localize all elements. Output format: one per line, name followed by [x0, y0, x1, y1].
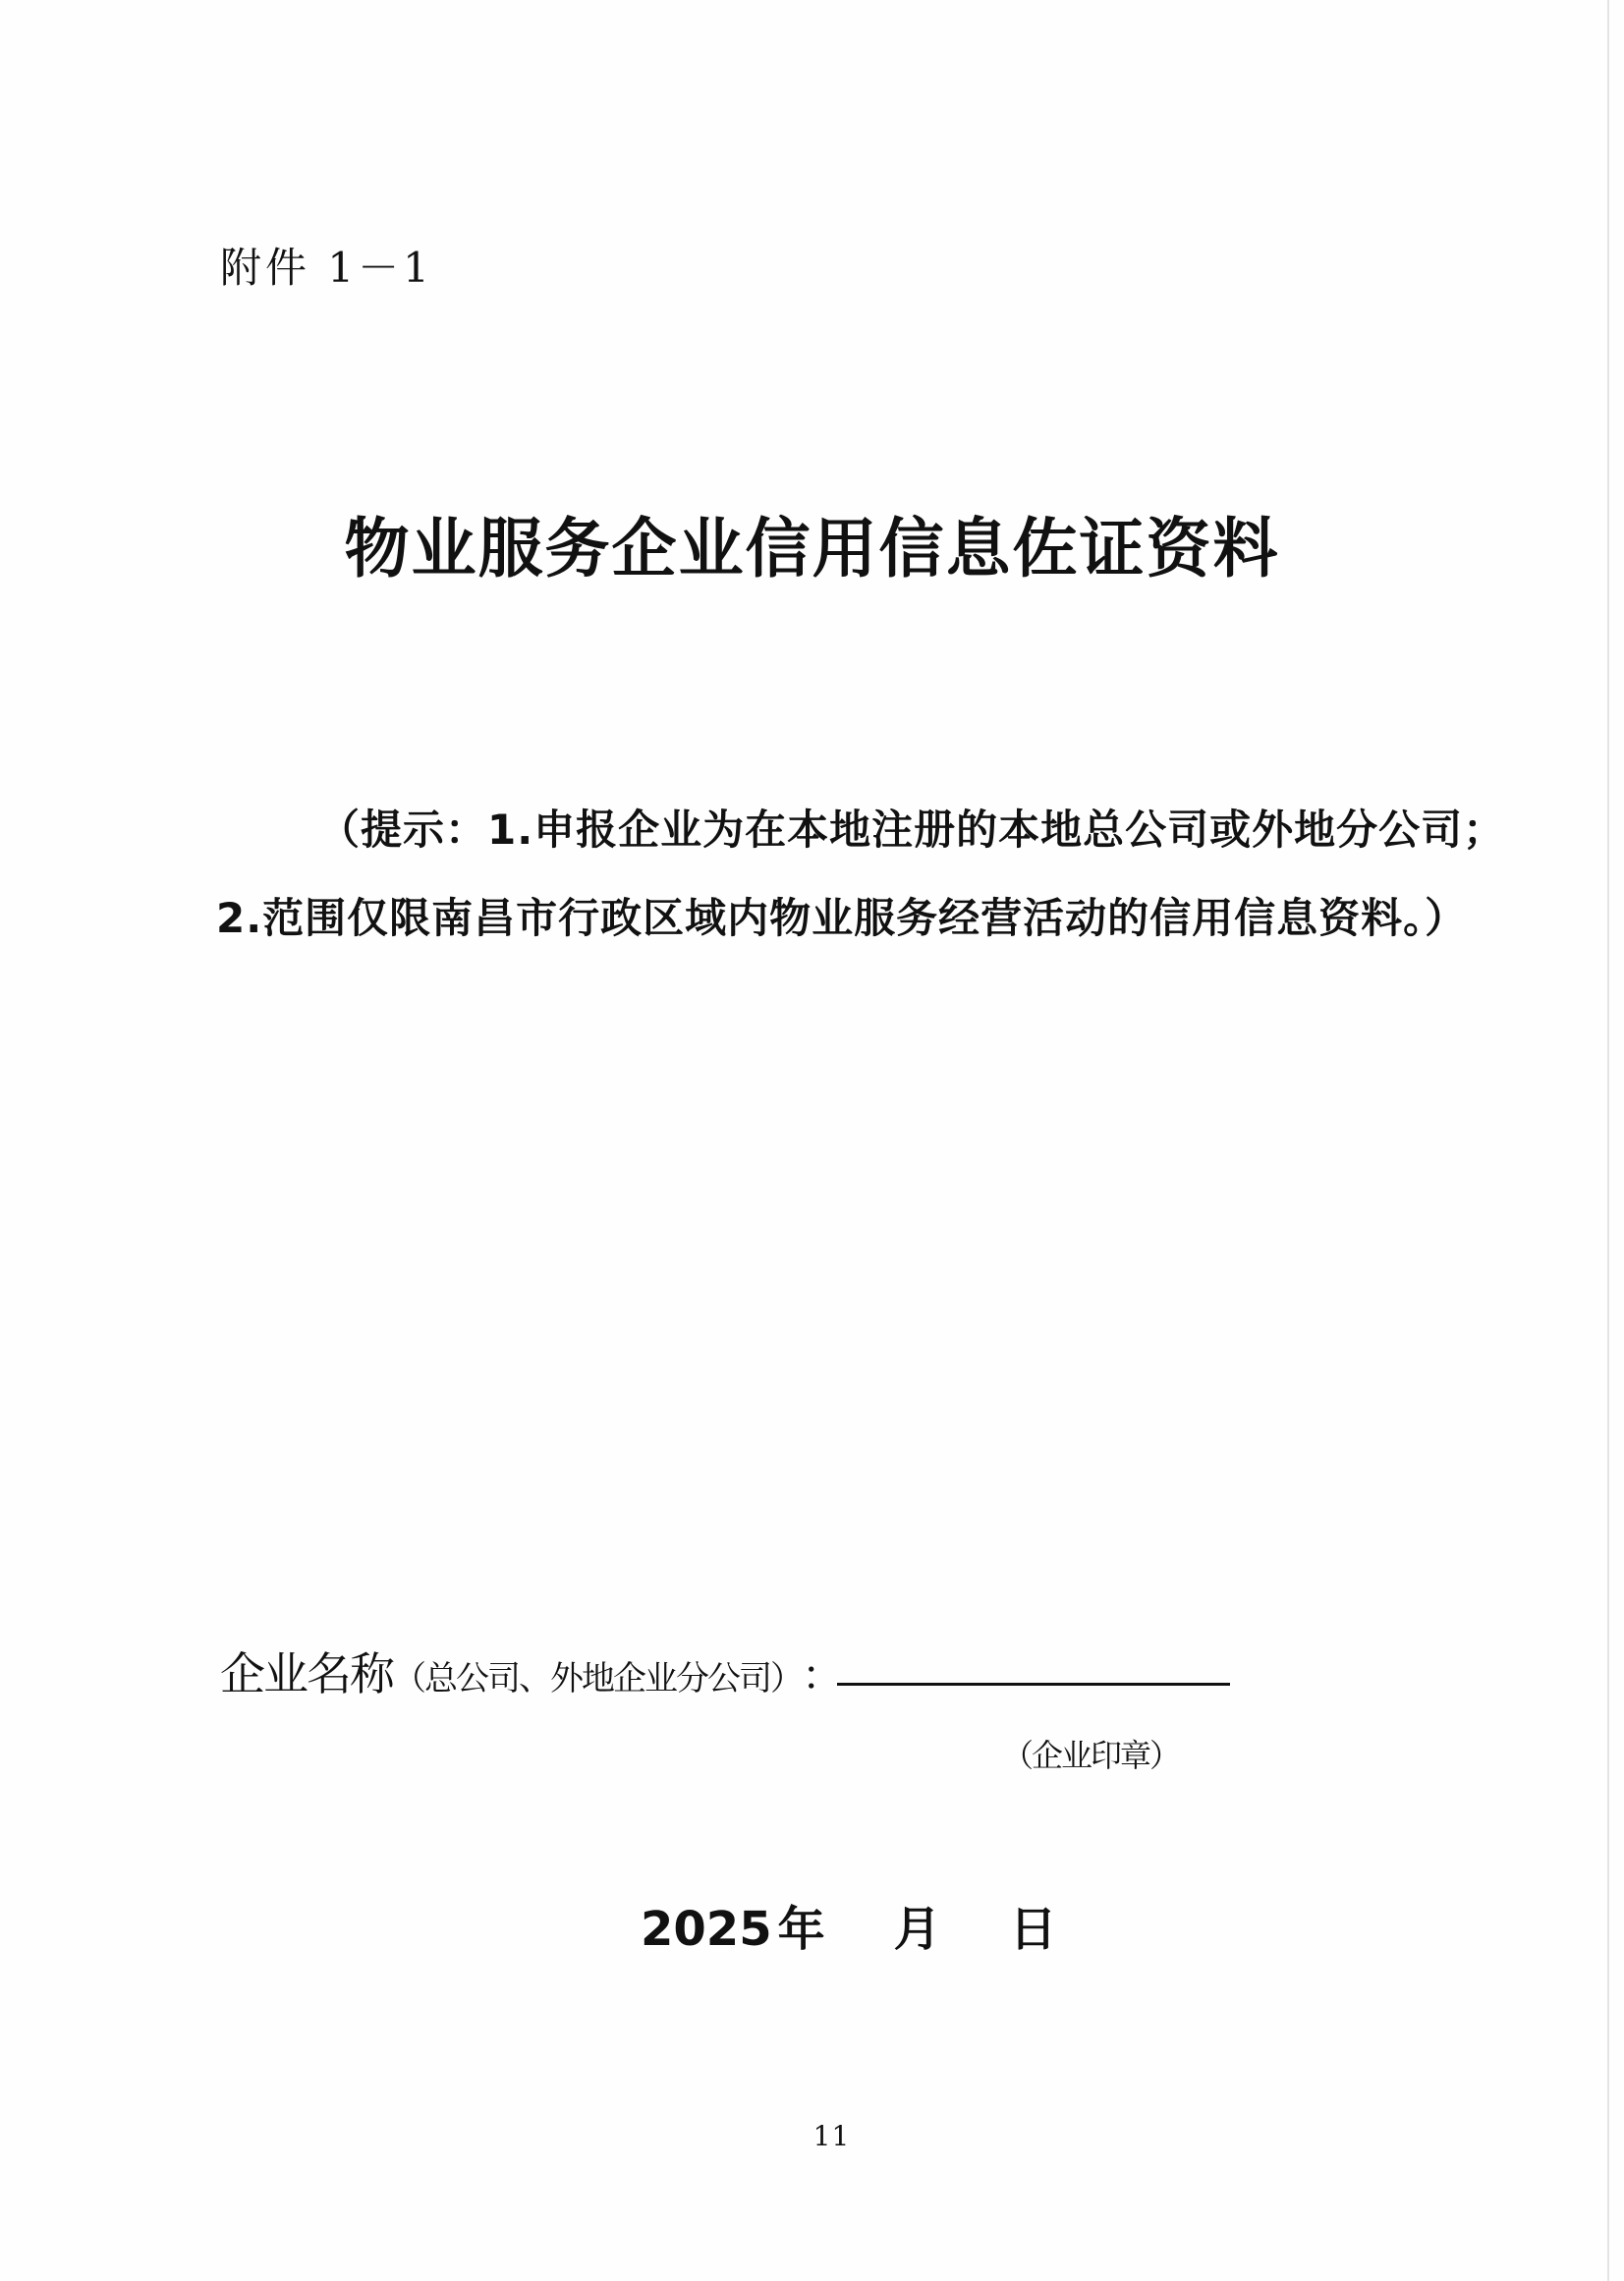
- page-number: 11: [812, 2120, 851, 2152]
- hint-line-1: （提示：1.申报企业为在本地注册的本地总公司或外地分公司；: [318, 806, 1506, 854]
- attachment-label: 附件 1－1: [220, 244, 433, 292]
- date-row: [641, 1891, 1057, 1959]
- date-month-unit: 月: [893, 1902, 941, 1957]
- company-name-blank-line[interactable]: [837, 1683, 1230, 1686]
- hint-line-2: 2.范围仅限南昌市行政区域内物业服务经营活动的信用信息资料。）: [216, 894, 1468, 942]
- company-name-label: 企业名称: [220, 1647, 393, 1700]
- seal-label: （企业印章）: [1002, 1737, 1180, 1774]
- date-year: 2025: [641, 1902, 772, 1957]
- date-day-unit: 日: [1009, 1902, 1057, 1957]
- company-name-note: （总公司、外地企业分公司）: [393, 1659, 802, 1698]
- company-name-row: [220, 1639, 843, 1703]
- date-year-unit: 年: [777, 1902, 825, 1957]
- company-name-colon: ：: [802, 1651, 844, 1699]
- page-title: 物业服务企业信用信息佐证资料: [344, 511, 1280, 586]
- page-edge-divider: [1607, 0, 1609, 2281]
